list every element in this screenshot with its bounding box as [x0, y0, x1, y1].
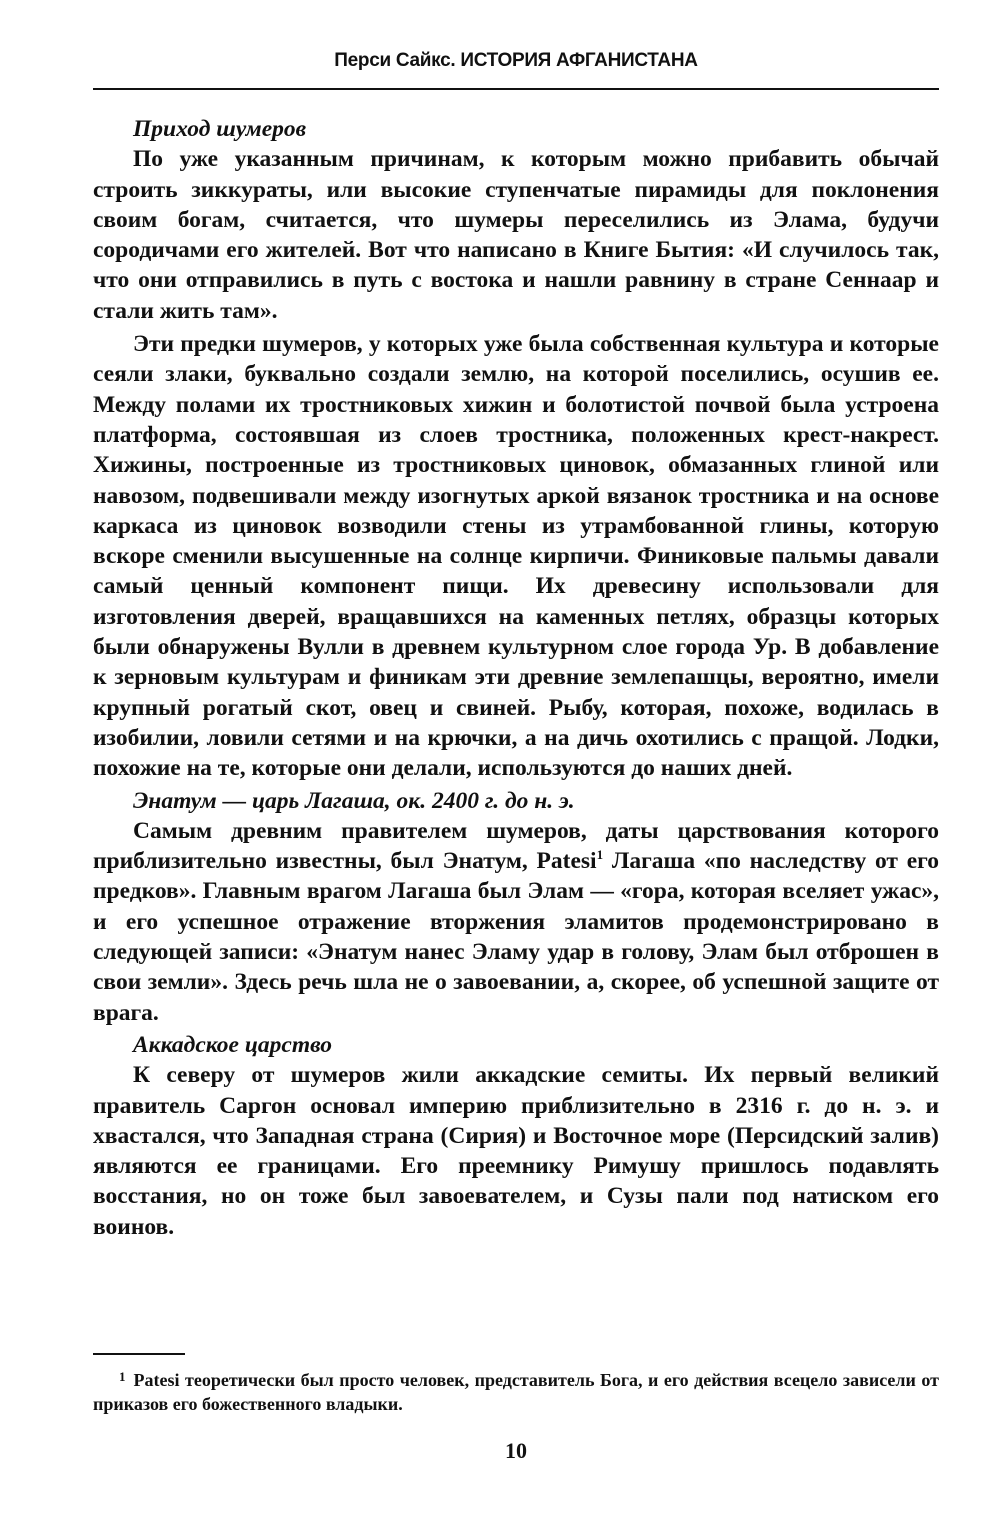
section-heading-sumerians: Приход шумеров	[133, 116, 307, 142]
paragraph: Эти предки шумеров, у которых уже была собственная культура и которые сеяли злаки, буквально создали землю, на которой поселились, осушив ее. Между полами их тростниковых хижин и болотистой почвой была устроена платформа, состоявшая из слоев тростника, положенных крест-накрест. Хижины, построенные из тростниковых циновок, обмазанных глиной или навозом, подвешивали между изогнутых аркой вязанок тростника и на основе каркаса из циновок возводили стены из утрамбованной глины, которую вскоре сменили высушенные на солнце кирпичи. Финиковые пальмы давали самый ценный компонент пищи. Их древесину использовали для изготовления дверей, вращавшихся на каменных петлях, образцы которых были обнаружены Вулли в древнем культурном слое города Ур. В добавление к зерновым культурам и финикам эти древние землепашцы, вероятно, имели крупный рогатый скот, овец и свиней. Рыбу, которая, похоже, водилась в изобилии, ловили сетями и на крючки, а на дичь охотились с пращой. Лодки, похожие на те, которые они делали, используются до наших дней.	[93, 331, 939, 782]
book-page	[93, 0, 939, 1520]
page-number: 10	[505, 1438, 527, 1463]
footnote-text: Patesi теоретически был просто человек, представитель Бога, и его действия всецело зависели от приказов его божественного владыки.	[93, 1370, 939, 1414]
paragraph: К северу от шумеров жили аккадские семиты. Их первый великий правитель Саргон основал империю приблизительно в 2316 г. до н. э. и хвастался, что Западная страна (Сирия) и Восточное море (Персидский залив) являются ее границами. Его преемнику Римушу пришлось подавлять восстания, но он тоже был завоевателем, и Сузы пали под натиском его воинов.	[93, 1062, 939, 1240]
page-body	[93, 114, 939, 1242]
section-heading-akkad: Аккадское царство	[133, 1031, 333, 1058]
paragraph-text: Лагаша «по наследству от его предков». Главным врагом Лагаша был Элам — «гора, которая вселяет ужас», и его успешное отражение вторжения эламитов продемонстрировано в следующей записи: «Энатум нанес Эламу удар в голову, Элам был отброшен в свои земли». Здесь речь шла не о завоевании, а, скорее, об успешной защите от врага.	[93, 848, 939, 1026]
paragraph: По уже указанным причинам, к которым можно прибавить обычай строить зиккураты, или высокие ступенчатые пирамиды для поклонения своим богам, считается, что шумеры переселились из Элама, будучи сородичами его жителей. Вот что написано в Книге Бытия: «И случилось так, что они отправились в путь с востока и нашли равнину в стране Сеннаар и стали жить там».	[93, 146, 939, 324]
section-heading-enatum: Энатум — царь Лагаша, ок. 2400 г. до н. э.	[133, 787, 575, 814]
header-rule	[93, 88, 939, 90]
footnote-mark: 1	[119, 1369, 126, 1384]
footnote	[93, 1365, 939, 1416]
footnote-reference[interactable]: 1	[596, 847, 604, 863]
running-head: Перси Сайкс. ИСТОРИЯ АФГАНИСТАНА	[334, 50, 698, 71]
paragraph	[93, 816, 939, 1028]
paragraph-text: Самым древним правителем шумеров, даты царствования которого приблизительно известны, был Энатум, Patesi	[93, 817, 939, 875]
footnote-rule	[93, 1353, 185, 1355]
